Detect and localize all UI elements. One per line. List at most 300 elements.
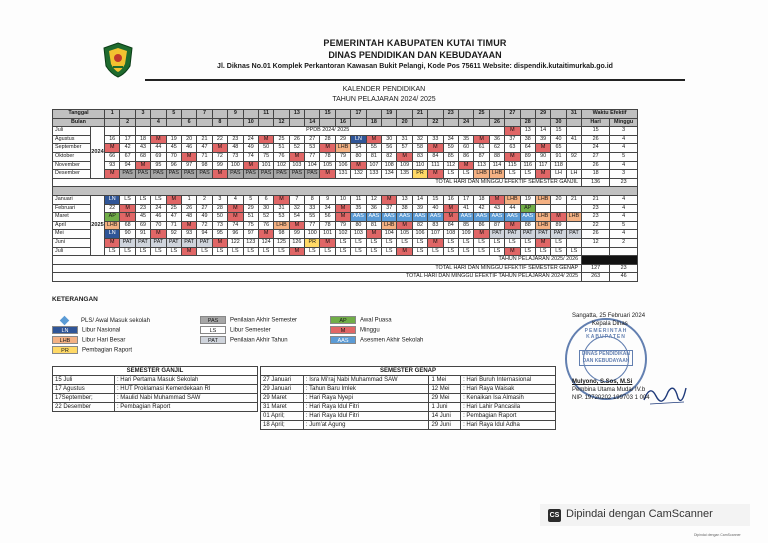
day-cell: 48 bbox=[228, 144, 243, 153]
day-number bbox=[443, 118, 458, 127]
month-name: Februari bbox=[53, 204, 91, 213]
letterhead bbox=[95, 38, 695, 84]
day-cell: 83 bbox=[412, 152, 427, 161]
day-cell: LHB bbox=[535, 195, 550, 204]
day-cell: 4 bbox=[228, 195, 243, 204]
day-cell: 89 bbox=[551, 221, 566, 230]
day-cell: 25 bbox=[274, 135, 289, 144]
day-cell: LS bbox=[520, 238, 535, 247]
day-cell: 42 bbox=[120, 144, 135, 153]
day-cell: M bbox=[120, 213, 135, 222]
day-cell: M bbox=[320, 144, 335, 153]
day-cell: 98 bbox=[197, 161, 212, 170]
day-cell: 101 bbox=[258, 161, 273, 170]
day-cell: AAS bbox=[382, 213, 397, 222]
day-cell: 44 bbox=[151, 144, 166, 153]
month-name: Januari bbox=[53, 195, 91, 204]
day-cell: 50 bbox=[212, 213, 227, 222]
day-cell: PAS bbox=[197, 170, 212, 179]
day-number bbox=[197, 118, 212, 127]
camscanner-watermark bbox=[540, 504, 750, 526]
day-cell: M bbox=[474, 230, 489, 239]
day-cell: PAS bbox=[305, 170, 320, 179]
day-cell: 82 bbox=[382, 152, 397, 161]
minggu-efektif: 4 bbox=[610, 144, 638, 153]
day-cell: 44 bbox=[505, 204, 520, 213]
day-cell: 74 bbox=[228, 221, 243, 230]
day-cell: 40 bbox=[551, 135, 566, 144]
day-cell: 43 bbox=[135, 144, 150, 153]
day-cell: LS bbox=[520, 247, 535, 256]
day-number bbox=[289, 118, 304, 127]
day-cell: 52 bbox=[289, 144, 304, 153]
day-number bbox=[274, 110, 289, 119]
day-cell: 21 bbox=[197, 135, 212, 144]
minggu-efektif: 2 bbox=[610, 238, 638, 247]
day-cell: 37 bbox=[505, 135, 520, 144]
day-cell: 132 bbox=[351, 170, 366, 179]
day-number: 30 bbox=[551, 118, 566, 127]
legend-label: PLS/ Awal Masuk sekolah bbox=[81, 318, 150, 325]
day-number bbox=[412, 118, 427, 127]
day-number bbox=[566, 118, 581, 127]
day-cell: M bbox=[228, 213, 243, 222]
day-cell: 71 bbox=[197, 152, 212, 161]
day-cell: M bbox=[120, 204, 135, 213]
day-cell: 80 bbox=[351, 152, 366, 161]
month-row bbox=[53, 170, 638, 179]
day-cell: LS bbox=[535, 247, 550, 256]
day-cell: 80 bbox=[351, 221, 366, 230]
month-name: Juni bbox=[53, 238, 91, 247]
day-cell: 68 bbox=[135, 152, 150, 161]
day-cell: LN bbox=[105, 195, 120, 204]
day-cell: 19 bbox=[520, 195, 535, 204]
day-cell: AAS bbox=[397, 213, 412, 222]
month-row bbox=[53, 213, 638, 222]
month-name: Juli bbox=[53, 127, 91, 136]
month-row bbox=[53, 144, 638, 153]
day-cell: LS bbox=[397, 238, 412, 247]
day-number: 20 bbox=[397, 118, 412, 127]
day-cell: 55 bbox=[305, 213, 320, 222]
day-cell: AAS bbox=[458, 213, 473, 222]
day-cell: M bbox=[551, 213, 566, 222]
day-cell bbox=[535, 204, 550, 213]
day-cell: 27 bbox=[197, 204, 212, 213]
day-cell: LS bbox=[489, 247, 504, 256]
day-cell: M bbox=[166, 195, 181, 204]
day-cell: 103 bbox=[289, 161, 304, 170]
day-cell: 109 bbox=[458, 230, 473, 239]
day-cell: LS bbox=[258, 247, 273, 256]
legend-swatch: LS bbox=[200, 326, 226, 334]
day-cell: 93 bbox=[105, 161, 120, 170]
day-number bbox=[335, 110, 350, 119]
day-cell: M bbox=[105, 170, 120, 179]
day-cell: PAT bbox=[120, 238, 135, 247]
day-cell: PAS bbox=[181, 170, 196, 179]
day-cell: 126 bbox=[289, 238, 304, 247]
day-cell: 59 bbox=[443, 144, 458, 153]
day-cell: LS bbox=[320, 247, 335, 256]
day-cell: LHB bbox=[489, 170, 504, 179]
day-cell: 35 bbox=[351, 204, 366, 213]
event-date: 22 Desember bbox=[53, 403, 115, 412]
day-cell: M bbox=[228, 204, 243, 213]
day-cell: LS bbox=[458, 170, 473, 179]
blank-cell bbox=[582, 256, 638, 265]
day-cell: 12 bbox=[366, 195, 381, 204]
total-genap-minggu: 23 bbox=[610, 264, 638, 273]
event-name: : Jum'at Agung bbox=[303, 421, 429, 430]
event-name: : Hari Lahir Pancasila bbox=[461, 403, 556, 412]
month-row bbox=[53, 238, 638, 247]
day-cell: LS bbox=[243, 247, 258, 256]
day-cell: LS bbox=[335, 247, 350, 256]
day-number bbox=[382, 118, 397, 127]
day-number bbox=[428, 110, 443, 119]
day-number: 31 bbox=[566, 110, 581, 119]
total-ganjil-hari: 136 bbox=[582, 178, 610, 187]
day-cell: LS bbox=[505, 238, 520, 247]
event-name: : Kenaikan Isa Almasih bbox=[461, 394, 556, 403]
day-cell: 50 bbox=[258, 144, 273, 153]
day-cell: M bbox=[443, 204, 458, 213]
day-cell: LS bbox=[105, 247, 120, 256]
day-number: 15 bbox=[320, 110, 335, 119]
day-cell: 125 bbox=[274, 238, 289, 247]
day-number bbox=[351, 118, 366, 127]
day-cell: 62 bbox=[489, 144, 504, 153]
day-cell: 124 bbox=[258, 238, 273, 247]
day-cell: M bbox=[458, 161, 473, 170]
day-cell: 49 bbox=[243, 144, 258, 153]
day-number: 1 bbox=[105, 110, 120, 119]
day-cell: 114 bbox=[489, 161, 504, 170]
day-cell: 60 bbox=[458, 144, 473, 153]
day-cell: M bbox=[505, 247, 520, 256]
day-cell: PAT bbox=[566, 230, 581, 239]
day-cell: 105 bbox=[320, 161, 335, 170]
day-cell: LS bbox=[151, 247, 166, 256]
day-cell: 39 bbox=[535, 135, 550, 144]
month-row bbox=[53, 152, 638, 161]
sign-place-date: Sangatta, 25 Februari 2024 bbox=[572, 313, 646, 319]
day-cell: M bbox=[105, 144, 120, 153]
day-cell: LS bbox=[458, 247, 473, 256]
day-cell: 41 bbox=[566, 135, 581, 144]
month-row bbox=[53, 135, 638, 144]
day-cell: 37 bbox=[382, 204, 397, 213]
letterhead-rule bbox=[145, 79, 685, 81]
minggu-efektif bbox=[610, 247, 638, 256]
day-cell: LS bbox=[366, 247, 381, 256]
day-number: 7 bbox=[197, 110, 212, 119]
day-cell: PAT bbox=[489, 230, 504, 239]
day-cell: 107 bbox=[366, 161, 381, 170]
day-number bbox=[520, 110, 535, 119]
day-cell: PAS bbox=[243, 170, 258, 179]
event-date: 15 Juli bbox=[53, 376, 115, 385]
day-cell: M bbox=[397, 247, 412, 256]
day-cell: M bbox=[428, 144, 443, 153]
day-cell: 18 bbox=[135, 135, 150, 144]
signature-block bbox=[572, 312, 692, 402]
day-cell: M bbox=[258, 135, 273, 144]
day-cell: AP bbox=[520, 204, 535, 213]
day-cell: AAS bbox=[428, 213, 443, 222]
day-cell: 24 bbox=[243, 135, 258, 144]
day-number: 18 bbox=[366, 118, 381, 127]
day-cell: 49 bbox=[197, 213, 212, 222]
day-cell: 122 bbox=[228, 238, 243, 247]
month-name: September bbox=[53, 144, 91, 153]
day-cell: 13 bbox=[397, 195, 412, 204]
month-name: Desember bbox=[53, 170, 91, 179]
day-cell: 27 bbox=[305, 135, 320, 144]
legend-label: Libur Semester bbox=[230, 327, 271, 334]
day-number: 25 bbox=[474, 110, 489, 119]
minggu-efektif: 4 bbox=[610, 135, 638, 144]
day-cell: LS bbox=[351, 238, 366, 247]
day-cell: 54 bbox=[351, 144, 366, 153]
day-cell: M bbox=[151, 230, 166, 239]
day-cell: 97 bbox=[243, 230, 258, 239]
stamp-office-text: DINAS PENDIDIKAN DAN KEBUDAYAAN bbox=[579, 350, 633, 366]
day-cell: LS bbox=[305, 247, 320, 256]
day-cell: 26 bbox=[289, 135, 304, 144]
day-cell: 43 bbox=[489, 204, 504, 213]
tahun-pelajaran-baru: TAHUN PELAJARAN 2025/ 2026 bbox=[53, 256, 582, 265]
day-number bbox=[228, 118, 243, 127]
legend-swatch: AP bbox=[330, 316, 356, 324]
day-cell: 34 bbox=[320, 204, 335, 213]
day-cell: 76 bbox=[258, 221, 273, 230]
day-number: 19 bbox=[382, 110, 397, 119]
day-cell: 95 bbox=[212, 230, 227, 239]
day-cell: 75 bbox=[258, 152, 273, 161]
day-number: 24 bbox=[458, 118, 473, 127]
day-cell: 3 bbox=[212, 195, 227, 204]
day-cell: LS bbox=[412, 247, 427, 256]
day-number bbox=[166, 118, 181, 127]
day-cell: 135 bbox=[397, 170, 412, 179]
day-number: 11 bbox=[258, 110, 273, 119]
total-tahun-label: TOTAL HARI DAN MINGGU EFEKTIF TAHUN PELAJARAN 2024/ 2025 bbox=[53, 273, 582, 282]
day-cell: PAS bbox=[135, 170, 150, 179]
month-name: Juli bbox=[53, 247, 91, 256]
day-number bbox=[535, 118, 550, 127]
day-cell: 7 bbox=[289, 195, 304, 204]
legend-item bbox=[200, 336, 288, 345]
day-cell: LS bbox=[135, 247, 150, 256]
day-cell: 72 bbox=[212, 152, 227, 161]
day-cell: PAT bbox=[520, 230, 535, 239]
day-cell: M bbox=[243, 161, 258, 170]
day-cell: M bbox=[428, 170, 443, 179]
day-cell: 108 bbox=[443, 230, 458, 239]
day-cell: 36 bbox=[366, 204, 381, 213]
minggu-efektif: 5 bbox=[610, 221, 638, 230]
document-subtitle: TAHUN PELAJARAN 2024/ 2025 bbox=[332, 96, 436, 103]
day-cell: PR bbox=[412, 170, 427, 179]
day-cell: 47 bbox=[197, 144, 212, 153]
day-number: 17 bbox=[351, 110, 366, 119]
day-number bbox=[366, 110, 381, 119]
day-cell: M bbox=[181, 247, 196, 256]
day-cell: 70 bbox=[151, 221, 166, 230]
day-cell bbox=[566, 161, 581, 170]
day-cell: 5 bbox=[243, 195, 258, 204]
day-cell: M bbox=[289, 247, 304, 256]
day-cell: M bbox=[135, 161, 150, 170]
day-cell: 78 bbox=[320, 221, 335, 230]
day-cell: LH bbox=[551, 170, 566, 179]
day-cell: 15 bbox=[551, 127, 566, 136]
day-cell: M bbox=[151, 135, 166, 144]
event-date: 18 April; bbox=[261, 421, 304, 430]
day-cell: 87 bbox=[489, 221, 504, 230]
day-cell: 24 bbox=[151, 204, 166, 213]
day-cell: PAT bbox=[535, 230, 550, 239]
day-number bbox=[305, 110, 320, 119]
hari-efektif: 24 bbox=[582, 144, 610, 153]
day-number: 27 bbox=[505, 110, 520, 119]
minggu-efektif: 4 bbox=[610, 204, 638, 213]
day-cell: PAS bbox=[289, 170, 304, 179]
day-cell: 100 bbox=[305, 230, 320, 239]
day-cell: PAT bbox=[151, 238, 166, 247]
day-cell: M bbox=[505, 152, 520, 161]
event-date: 12 Mei bbox=[429, 385, 461, 394]
day-cell: LHB bbox=[105, 221, 120, 230]
minggu-efektif: 3 bbox=[610, 127, 638, 136]
day-cell: M bbox=[289, 152, 304, 161]
day-cell: 14 bbox=[535, 127, 550, 136]
day-cell bbox=[566, 221, 581, 230]
day-cell: 71 bbox=[166, 221, 181, 230]
day-cell: M bbox=[274, 195, 289, 204]
day-cell: M bbox=[320, 238, 335, 247]
month-name: Mei bbox=[53, 230, 91, 239]
day-cell: PAT bbox=[551, 230, 566, 239]
semester-ganjil-title: SEMESTER GANJIL bbox=[53, 367, 258, 376]
legend-label: Libur Nasional bbox=[82, 327, 121, 334]
day-cell: 79 bbox=[335, 221, 350, 230]
day-cell: 106 bbox=[412, 230, 427, 239]
day-cell: 99 bbox=[289, 230, 304, 239]
day-cell: LHB bbox=[505, 195, 520, 204]
day-cell: 8 bbox=[305, 195, 320, 204]
day-number: 10 bbox=[243, 118, 258, 127]
day-cell: 31 bbox=[397, 135, 412, 144]
month-row bbox=[53, 204, 638, 213]
day-cell bbox=[120, 127, 135, 136]
day-cell: 36 bbox=[489, 135, 504, 144]
day-cell: 99 bbox=[212, 161, 227, 170]
day-cell: LS bbox=[212, 247, 227, 256]
day-cell: 32 bbox=[289, 204, 304, 213]
day-cell: 92 bbox=[166, 230, 181, 239]
day-cell: 69 bbox=[151, 152, 166, 161]
day-cell: M bbox=[181, 221, 196, 230]
ppdb-banner: PPDB 2024/ 2025 bbox=[151, 127, 505, 136]
day-cell: LS bbox=[366, 238, 381, 247]
day-cell: 64 bbox=[520, 144, 535, 153]
hari-efektif bbox=[582, 247, 610, 256]
day-cell: PAS bbox=[258, 170, 273, 179]
day-cell: PAT bbox=[166, 238, 181, 247]
month-name: Oktober bbox=[53, 152, 91, 161]
day-cell: M bbox=[474, 135, 489, 144]
day-cell: 22 bbox=[212, 135, 227, 144]
day-cell: 66 bbox=[105, 152, 120, 161]
event-name: : Hari Raya Idul Adha bbox=[461, 421, 556, 430]
day-cell: 85 bbox=[443, 152, 458, 161]
legend-title: KETERANGAN bbox=[52, 296, 98, 303]
legend-swatch: LN bbox=[52, 326, 78, 334]
day-cell: M bbox=[535, 144, 550, 153]
day-cell: M bbox=[335, 213, 350, 222]
day-cell: M bbox=[535, 170, 550, 179]
day-cell: 14 bbox=[412, 195, 427, 204]
day-cell: 56 bbox=[382, 144, 397, 153]
day-cell: 17 bbox=[120, 135, 135, 144]
header-bulan: Bulan bbox=[53, 118, 105, 127]
day-number: 22 bbox=[428, 118, 443, 127]
event-date: 14 Juni bbox=[429, 412, 461, 421]
total-ganjil-minggu: 23 bbox=[610, 178, 638, 187]
day-cell: M bbox=[181, 152, 196, 161]
day-cell: 63 bbox=[505, 144, 520, 153]
hari-efektif: 27 bbox=[582, 152, 610, 161]
sign-nip: NIP. 19720202 199703 1 004 bbox=[572, 395, 650, 401]
day-cell: LS bbox=[151, 195, 166, 204]
day-cell: 19 bbox=[166, 135, 181, 144]
day-cell bbox=[566, 144, 581, 153]
day-number bbox=[181, 110, 196, 119]
day-number bbox=[489, 110, 504, 119]
hari-efektif: 15 bbox=[582, 127, 610, 136]
day-cell: 95 bbox=[151, 161, 166, 170]
day-cell: 81 bbox=[366, 221, 381, 230]
day-cell: 111 bbox=[428, 161, 443, 170]
legend-label: Pembagian Raport bbox=[82, 347, 133, 354]
day-number: 12 bbox=[274, 118, 289, 127]
sign-role: Kepala Dinas bbox=[592, 321, 628, 327]
day-number bbox=[135, 118, 150, 127]
day-cell: AAS bbox=[520, 213, 535, 222]
day-cell: 52 bbox=[258, 213, 273, 222]
day-cell: 90 bbox=[535, 152, 550, 161]
total-genap-hari: 127 bbox=[582, 264, 610, 273]
day-cell: 15 bbox=[428, 195, 443, 204]
day-number: 2 bbox=[120, 118, 135, 127]
sign-name: Mulyono, S.Sos, M.Si bbox=[572, 379, 633, 385]
letterhead-office: DINAS PENDIDIKAN DAN KEBUDAYAAN bbox=[328, 50, 502, 60]
document-title: KALENDER PENDIDIKAN bbox=[342, 86, 426, 93]
day-cell: 100 bbox=[228, 161, 243, 170]
day-cell: 133 bbox=[366, 170, 381, 179]
day-cell: LS bbox=[474, 238, 489, 247]
day-cell: 35 bbox=[458, 135, 473, 144]
legend-swatch: PR bbox=[52, 346, 78, 354]
day-cell: PAT bbox=[197, 238, 212, 247]
day-cell: 110 bbox=[412, 161, 427, 170]
event-name: : HUT Proklamasi Kemerdekaan RI bbox=[114, 385, 257, 394]
minggu-efektif: 4 bbox=[610, 230, 638, 239]
